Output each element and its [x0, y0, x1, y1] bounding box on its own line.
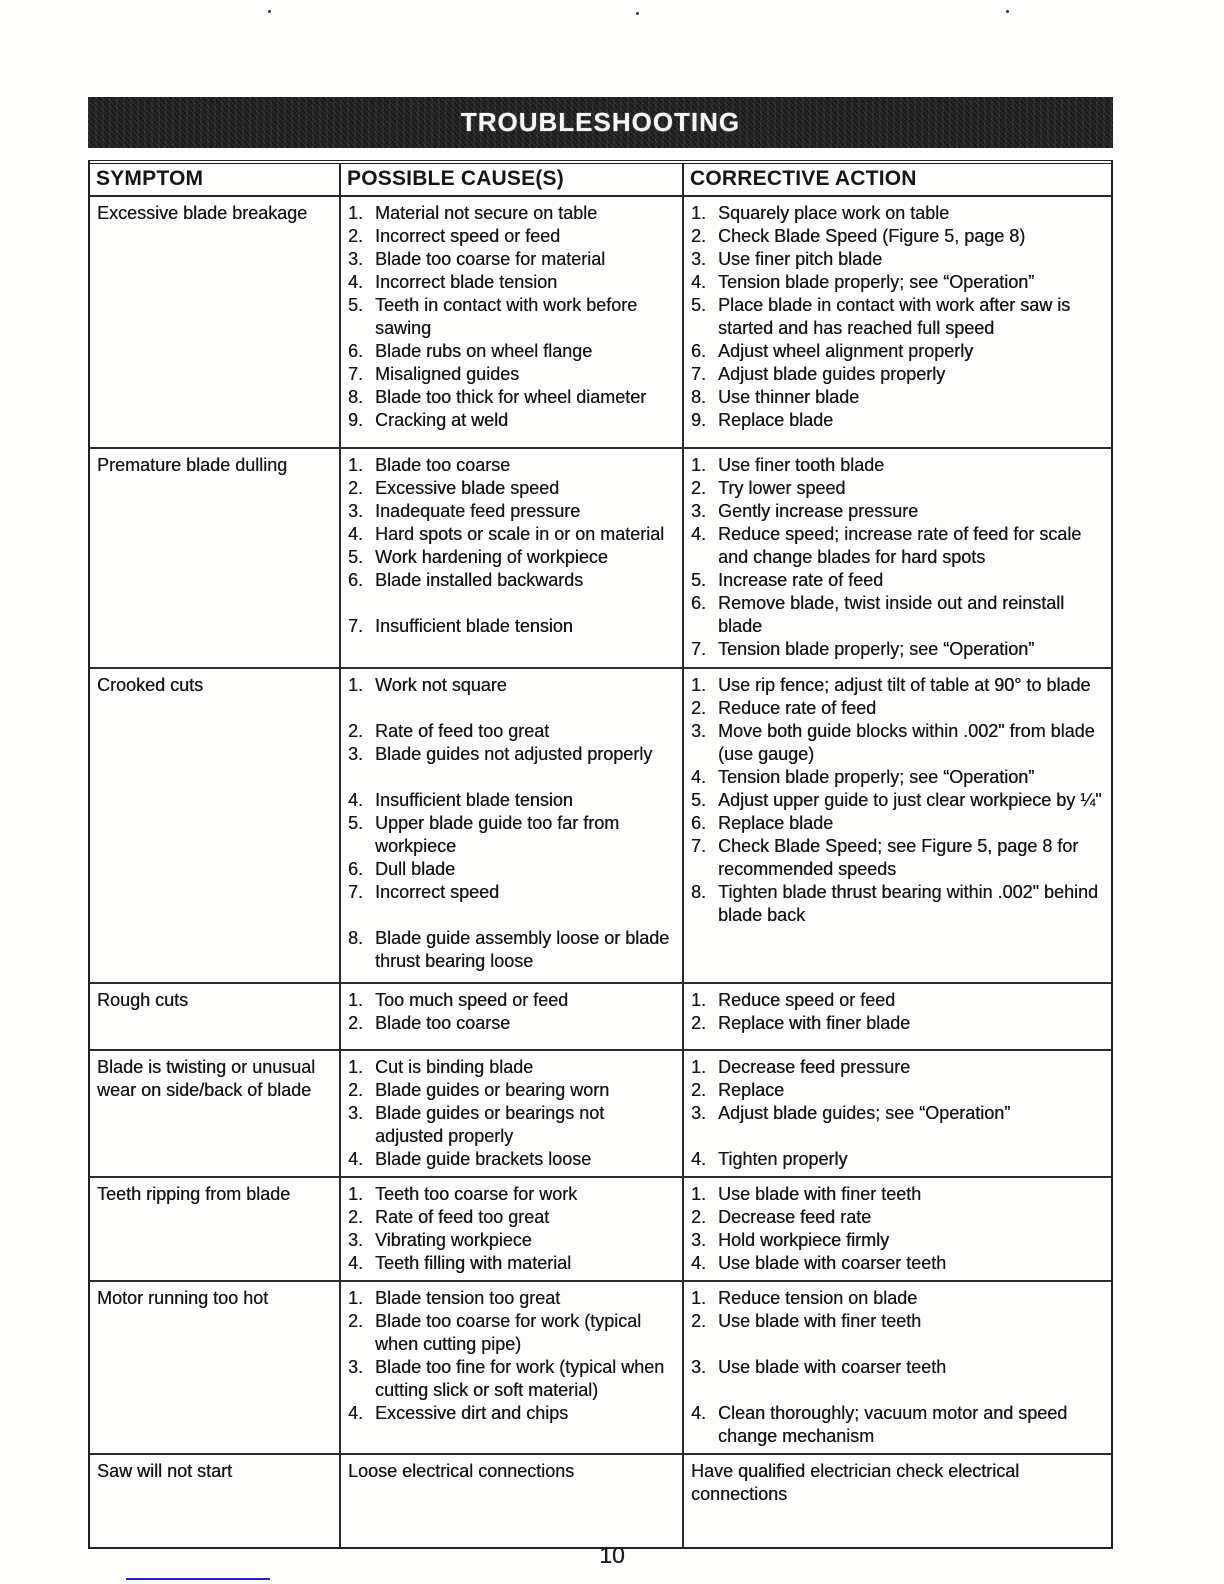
list-item	[348, 858, 676, 881]
item-number: 6.	[348, 570, 364, 590]
list-item	[348, 1402, 676, 1425]
list-item	[348, 1148, 676, 1171]
list-item	[348, 1206, 676, 1229]
item-text: Replace blade	[718, 813, 834, 833]
table-row	[90, 1178, 1111, 1282]
item-number: 4.	[348, 1403, 364, 1423]
item-number: 3.	[348, 249, 364, 269]
item-text: Excessive blade speed	[375, 478, 560, 498]
list-item	[348, 225, 676, 248]
item-text: Use blade with coarser teeth	[718, 1253, 947, 1273]
item-number: 1.	[348, 1184, 364, 1204]
item-number: 8.	[348, 928, 364, 948]
item-text: Remove blade, twist inside out and reinstall blade	[718, 593, 1065, 636]
item-text: Teeth in contact with work before sawing	[375, 295, 638, 338]
list-item	[691, 569, 1105, 592]
item-number: 1.	[691, 203, 707, 223]
symptom-cell	[90, 1282, 341, 1453]
list-item	[691, 294, 1105, 340]
item-number: 6.	[348, 859, 364, 879]
table-body	[90, 197, 1111, 1547]
item-text: Cracking at weld	[375, 410, 509, 430]
list-item	[348, 386, 676, 409]
item-text: Rate of feed too great	[375, 721, 550, 741]
item-number: 1.	[691, 1057, 707, 1077]
column-header-corrective-action: CORRECTIVE ACTION	[690, 167, 917, 190]
item-text: Teeth too coarse for work	[375, 1184, 578, 1204]
list-item	[691, 766, 1105, 789]
list-item	[348, 881, 676, 904]
item-text: Tighten properly	[718, 1149, 848, 1169]
item-number: 4.	[691, 767, 707, 787]
item-text: Blade too coarse	[375, 1013, 511, 1033]
list-item	[691, 1183, 1105, 1206]
list-item	[691, 477, 1105, 500]
list-item	[348, 1252, 676, 1275]
list-item	[348, 1102, 676, 1148]
list-item	[691, 697, 1105, 720]
list-item	[691, 1287, 1105, 1310]
list-item	[691, 248, 1105, 271]
item-text: Rate of feed too great	[375, 1207, 550, 1227]
symptom-text: Premature blade dulling	[97, 455, 288, 475]
list-item	[348, 789, 676, 812]
blank-line	[691, 1125, 1105, 1148]
troubleshooting-table	[88, 160, 1113, 1549]
item-text: Blade installed backwards	[375, 570, 584, 590]
table-row	[90, 449, 1111, 669]
item-text: Dull blade	[375, 859, 456, 879]
item-text: Replace	[718, 1080, 785, 1100]
item-text: Adjust blade guides properly	[718, 364, 946, 384]
item-text: Have qualified electrician check electrical connections	[691, 1461, 1020, 1504]
item-number: 6.	[691, 813, 707, 833]
item-number: 2.	[691, 1013, 707, 1033]
item-text: Adjust wheel alignment properly	[718, 341, 974, 361]
list-item	[691, 592, 1105, 638]
list-item	[348, 454, 676, 477]
list-item	[348, 271, 676, 294]
list-item	[691, 881, 1105, 927]
list-item	[348, 812, 676, 858]
symptom-text: Excessive blade breakage	[97, 203, 308, 223]
scan-speck	[636, 12, 639, 15]
actions-cell	[684, 449, 1111, 667]
item-number: 1.	[348, 990, 364, 1010]
item-number: 2.	[348, 1013, 364, 1033]
item-number: 6.	[691, 341, 707, 361]
table-row	[90, 1455, 1111, 1547]
item-number: 7.	[691, 836, 707, 856]
item-number: 5.	[691, 295, 707, 315]
item-number: 2.	[348, 1080, 364, 1100]
blank-line	[691, 1333, 1105, 1356]
symptom-cell	[90, 669, 341, 982]
table-header-row	[90, 160, 1111, 197]
list-item	[691, 340, 1105, 363]
table-row	[90, 197, 1111, 449]
list-item	[691, 1056, 1105, 1079]
item-text: Excessive dirt and chips	[375, 1403, 569, 1423]
list-item	[348, 989, 676, 1012]
item-number: 4.	[348, 1253, 364, 1273]
item-text: Blade guide assembly loose or blade thrust bearing loose	[375, 928, 670, 971]
symptom-cell	[90, 1051, 341, 1176]
item-number: 4.	[348, 790, 364, 810]
actions-cell	[684, 197, 1111, 447]
item-number: 3.	[691, 249, 707, 269]
item-text: Work not square	[375, 675, 507, 695]
item-text: Cut is binding blade	[375, 1057, 534, 1077]
item-number: 1.	[691, 675, 707, 695]
symptom-cell	[90, 197, 341, 447]
item-text: Check Blade Speed; see Figure 5, page 8 for recommended speeds	[718, 836, 1079, 879]
list-item	[691, 1079, 1105, 1102]
list-item	[348, 340, 676, 363]
item-text: Upper blade guide too far from workpiece	[375, 813, 620, 856]
list-item	[691, 1252, 1105, 1275]
item-text: Hard spots or scale in or on material	[375, 524, 665, 544]
item-number: 2.	[691, 1311, 707, 1331]
item-text: Squarely place work on table	[718, 203, 950, 223]
list-item	[348, 477, 676, 500]
item-text: Tension blade properly; see “Operation”	[718, 767, 1035, 787]
item-number: 8.	[691, 882, 707, 902]
list-item	[691, 1356, 1105, 1379]
list-item	[691, 720, 1105, 766]
item-number: 7.	[348, 364, 364, 384]
table-row	[90, 669, 1111, 984]
list-item	[348, 1460, 676, 1483]
item-number: 8.	[348, 387, 364, 407]
actions-cell	[684, 1178, 1111, 1280]
item-number: 1.	[348, 675, 364, 695]
symptom-text: Crooked cuts	[97, 675, 204, 695]
list-item	[348, 409, 676, 432]
item-text: Replace blade	[718, 410, 834, 430]
item-number: 1.	[691, 990, 707, 1010]
list-item	[691, 812, 1105, 835]
item-text: Blade guide brackets loose	[375, 1149, 592, 1169]
blank-line	[348, 904, 676, 927]
list-item	[348, 202, 676, 225]
item-number: 3.	[691, 1230, 707, 1250]
item-text: Insufficient blade tension	[375, 616, 573, 636]
item-number: 9.	[348, 410, 364, 430]
causes-cell	[341, 1178, 684, 1280]
list-item	[691, 1460, 1105, 1506]
symptom-text: Teeth ripping from blade	[97, 1184, 291, 1204]
item-text: Blade too coarse for work (typical when cutting pipe)	[375, 1311, 642, 1354]
item-text: Move both guide blocks within .002" from blade (use gauge)	[718, 721, 1095, 764]
list-item	[691, 202, 1105, 225]
list-item	[691, 1102, 1105, 1125]
item-number: 1.	[348, 1288, 364, 1308]
item-text: Incorrect speed or feed	[375, 226, 561, 246]
causes-cell	[341, 669, 684, 982]
item-text: Use thinner blade	[718, 387, 860, 407]
item-number: 4.	[691, 524, 707, 544]
column-header-possible-causes: POSSIBLE CAUSE(S)	[341, 164, 684, 195]
item-text: Insufficient blade tension	[375, 790, 573, 810]
item-number: 4.	[348, 524, 364, 544]
item-text: Loose electrical connections	[348, 1461, 575, 1481]
item-number: 2.	[691, 226, 707, 246]
list-item	[348, 743, 676, 766]
item-number: 1.	[691, 1288, 707, 1308]
list-item	[348, 1356, 676, 1402]
causes-cell	[341, 984, 684, 1049]
list-item	[348, 546, 676, 569]
list-item	[348, 363, 676, 386]
item-number: 8.	[691, 387, 707, 407]
section-banner	[88, 97, 1113, 148]
list-item	[691, 523, 1105, 569]
item-text: Blade too coarse for material	[375, 249, 606, 269]
causes-cell	[341, 449, 684, 667]
item-number: 1.	[348, 1057, 364, 1077]
item-text: Use rip fence; adjust tilt of table at 90° to blade	[718, 675, 1091, 695]
item-number: 2.	[348, 226, 364, 246]
symptom-text: Motor running too hot	[97, 1288, 269, 1308]
item-number: 5.	[348, 295, 364, 315]
list-item	[348, 720, 676, 743]
causes-cell	[341, 197, 684, 447]
list-item	[348, 1287, 676, 1310]
item-number: 4.	[348, 1149, 364, 1169]
item-number: 3.	[691, 721, 707, 741]
table-row	[90, 984, 1111, 1051]
item-text: Gently increase pressure	[718, 501, 919, 521]
item-number: 3.	[348, 1230, 364, 1250]
item-text: Reduce speed or feed	[718, 990, 896, 1010]
item-number: 7.	[348, 882, 364, 902]
actions-cell	[684, 1051, 1111, 1176]
item-text: Decrease feed rate	[718, 1207, 872, 1227]
item-text: Reduce tension on blade	[718, 1288, 918, 1308]
list-item	[691, 789, 1105, 812]
item-number: 5.	[691, 570, 707, 590]
item-number: 2.	[348, 1311, 364, 1331]
item-text: Try lower speed	[718, 478, 846, 498]
blank-line	[691, 1379, 1105, 1402]
list-item	[691, 386, 1105, 409]
item-text: Material not secure on table	[375, 203, 598, 223]
list-item	[348, 294, 676, 340]
symptom-cell	[90, 1178, 341, 1280]
list-item	[348, 1310, 676, 1356]
item-number: 2.	[691, 478, 707, 498]
scan-speck	[1006, 10, 1009, 13]
list-item	[691, 1402, 1105, 1448]
list-item	[691, 1229, 1105, 1252]
item-number: 7.	[348, 616, 364, 636]
item-text: Use finer pitch blade	[718, 249, 883, 269]
item-number: 3.	[691, 1103, 707, 1123]
item-text: Check Blade Speed (Figure 5, page 8)	[718, 226, 1026, 246]
item-number: 4.	[348, 272, 364, 292]
item-number: 3.	[348, 1103, 364, 1123]
causes-cell	[341, 1282, 684, 1453]
item-text: Reduce speed; increase rate of feed for scale and change blades for hard spots	[718, 524, 1082, 567]
item-number: 6.	[348, 341, 364, 361]
item-number: 5.	[691, 790, 707, 810]
list-item	[348, 1056, 676, 1079]
symptom-text: Rough cuts	[97, 990, 189, 1010]
list-item	[348, 1183, 676, 1206]
symptom-text: Blade is twisting or unusual wear on side/back of blade	[97, 1057, 316, 1100]
item-text: Blade guides or bearing worn	[375, 1080, 610, 1100]
item-text: Blade rubs on wheel flange	[375, 341, 593, 361]
item-text: Incorrect speed	[375, 882, 500, 902]
blank-line	[348, 592, 676, 615]
list-item	[348, 569, 676, 592]
list-item	[348, 523, 676, 546]
column-header-symptom: SYMPTOM	[90, 164, 341, 195]
item-text: Blade too thick for wheel diameter	[375, 387, 647, 407]
list-item	[348, 927, 676, 973]
item-text: Use blade with coarser teeth	[718, 1357, 947, 1377]
item-number: 9.	[691, 410, 707, 430]
table-row	[90, 1051, 1111, 1178]
item-text: Use blade with finer teeth	[718, 1184, 922, 1204]
item-number: 2.	[691, 1207, 707, 1227]
item-number: 3.	[691, 501, 707, 521]
item-number: 2.	[348, 478, 364, 498]
item-text: Use blade with finer teeth	[718, 1311, 922, 1331]
item-number: 4.	[691, 1149, 707, 1169]
item-text: Too much speed or feed	[375, 990, 569, 1010]
item-number: 7.	[691, 364, 707, 384]
item-text: Vibrating workpiece	[375, 1230, 532, 1250]
actions-cell	[684, 1282, 1111, 1453]
symptom-text: Saw will not start	[97, 1461, 233, 1481]
list-item	[691, 989, 1105, 1012]
item-text: Hold workpiece firmly	[718, 1230, 890, 1250]
item-number: 3.	[691, 1357, 707, 1377]
list-item	[691, 500, 1105, 523]
list-item	[348, 1229, 676, 1252]
item-text: Increase rate of feed	[718, 570, 884, 590]
item-text: Adjust blade guides; see “Operation”	[718, 1103, 1011, 1123]
list-item	[348, 500, 676, 523]
list-item	[691, 454, 1105, 477]
item-text: Decrease feed pressure	[718, 1057, 911, 1077]
list-item	[691, 1012, 1105, 1035]
item-text: Misaligned guides	[375, 364, 520, 384]
causes-cell	[341, 1455, 684, 1547]
item-text: Tighten blade thrust bearing within .002" behind blade back	[718, 882, 1098, 925]
item-text: Incorrect blade tension	[375, 272, 558, 292]
item-number: 2.	[348, 1207, 364, 1227]
item-number: 4.	[691, 1253, 707, 1273]
item-text: Blade too coarse	[375, 455, 511, 475]
item-number: 2.	[691, 698, 707, 718]
item-text: Blade too fine for work (typical when cutting slick or soft material)	[375, 1357, 665, 1400]
list-item	[348, 1079, 676, 1102]
item-number: 5.	[348, 813, 364, 833]
blank-line	[348, 766, 676, 789]
item-number: 1.	[691, 455, 707, 475]
item-number: 6.	[691, 593, 707, 613]
item-number: 4.	[691, 1403, 707, 1423]
item-number: 2.	[691, 1080, 707, 1100]
item-number: 3.	[348, 1357, 364, 1377]
item-number: 1.	[691, 1184, 707, 1204]
item-text: Tension blade properly; see “Operation”	[718, 639, 1035, 659]
item-number: 3.	[348, 744, 364, 764]
list-item	[348, 1012, 676, 1035]
item-text: Adjust upper guide to just clear workpiece by ¼"	[718, 790, 1102, 810]
item-text: Reduce rate of feed	[718, 698, 877, 718]
list-item	[691, 1148, 1105, 1171]
symptom-cell	[90, 984, 341, 1049]
item-text: Replace with finer blade	[718, 1013, 911, 1033]
list-item	[691, 638, 1105, 661]
item-number: 5.	[348, 547, 364, 567]
list-item	[691, 835, 1105, 881]
table-row	[90, 1282, 1111, 1455]
item-text: Clean thoroughly; vacuum motor and speed change mechanism	[718, 1403, 1068, 1446]
item-text: Place blade in contact with work after saw is started and has reached full speed	[718, 295, 1071, 338]
item-number: 4.	[691, 272, 707, 292]
page-number: 10	[599, 1542, 625, 1568]
symptom-cell	[90, 449, 341, 667]
actions-cell	[684, 1455, 1111, 1547]
list-item	[691, 409, 1105, 432]
causes-cell	[341, 1051, 684, 1176]
item-number: 3.	[348, 501, 364, 521]
symptom-cell	[90, 1455, 341, 1547]
item-text: Tension blade properly; see “Operation”	[718, 272, 1035, 292]
list-item	[691, 271, 1105, 294]
list-item	[348, 674, 676, 697]
list-item	[691, 674, 1105, 697]
item-text: Blade guides not adjusted properly	[375, 744, 653, 764]
item-text: Blade guides or bearings not adjusted properly	[375, 1103, 605, 1146]
list-item	[691, 225, 1105, 248]
section-title: TROUBLESHOOTING	[460, 107, 741, 137]
list-item	[691, 363, 1105, 386]
item-text: Use finer tooth blade	[718, 455, 885, 475]
item-text: Teeth filling with material	[375, 1253, 572, 1273]
list-item	[348, 248, 676, 271]
list-item	[691, 1206, 1105, 1229]
scan-speck	[268, 10, 271, 13]
item-text: Inadequate feed pressure	[375, 501, 581, 521]
actions-cell	[684, 984, 1111, 1049]
item-number: 1.	[348, 455, 364, 475]
list-item	[348, 615, 676, 638]
item-number: 1.	[348, 203, 364, 223]
item-number: 7.	[691, 639, 707, 659]
item-text: Blade tension too great	[375, 1288, 561, 1308]
list-item	[691, 1310, 1105, 1333]
footer-underline-mark	[126, 1578, 270, 1580]
item-text: Work hardening of workpiece	[375, 547, 608, 567]
item-number: 2.	[348, 721, 364, 741]
blank-line	[348, 697, 676, 720]
actions-cell	[684, 669, 1111, 982]
